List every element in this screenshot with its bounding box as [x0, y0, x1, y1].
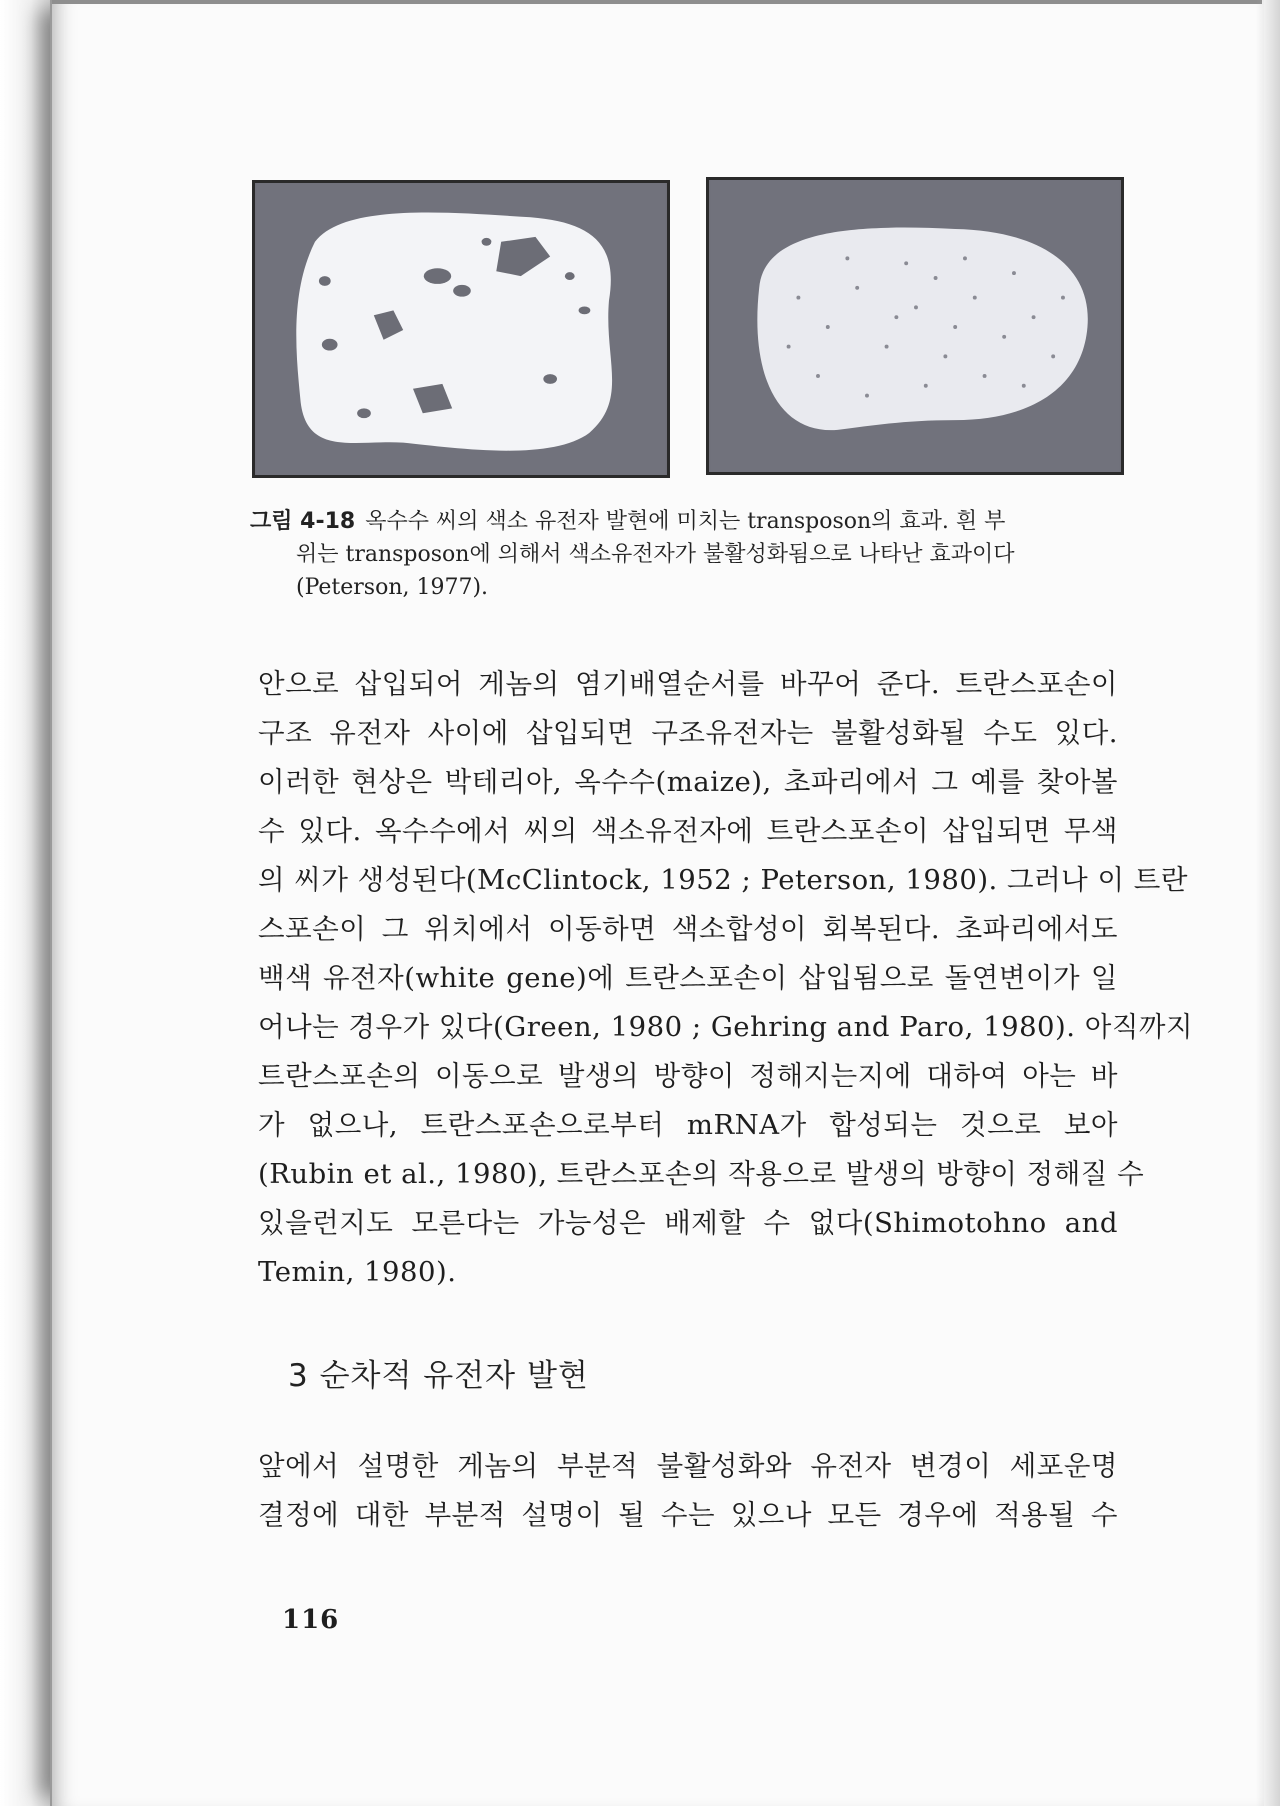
body-line: 트란스포손의 이동으로 발생의 방향이 정해지는지에 대하여 아는 바 — [258, 1060, 1118, 1092]
body-line: 구조 유전자 사이에 삽입되면 구조유전자는 불활성화될 수도 있다. — [258, 717, 1118, 749]
body-line: (Rubin et al., 1980), 트란스포손의 작용으로 발생의 방향이 정해질 수 — [258, 1158, 1145, 1190]
body-line: 안으로 삽입되어 게놈의 염기배열순서를 바꾸어 준다. 트란스포손이 — [258, 668, 1118, 700]
body-line: 가 없으나, 트란스포손으로부터 mRNA가 합성되는 것으로 보아 — [258, 1109, 1118, 1141]
caption-line-3: (Peterson, 1977). — [296, 575, 489, 600]
page-number: 116 — [282, 1605, 340, 1635]
next-line: 결정에 대한 부분적 설명이 될 수는 있으나 모든 경우에 적용될 수 — [258, 1499, 1118, 1531]
caption-line-2: 위는 transposon에 의해서 색소유전자가 불활성화됨으로 나타난 효과이다 — [296, 542, 1015, 567]
section-heading: 3 순차적 유전자 발현 — [288, 1358, 589, 1394]
body-line: 백색 유전자(white gene)에 트란스포손이 삽입됨으로 돌연변이가 일 — [258, 962, 1118, 994]
page-right-shadow — [1256, 0, 1280, 1806]
body-line: Temin, 1980). — [258, 1256, 457, 1288]
corn-kernel-photo-right — [706, 177, 1124, 475]
corn-kernel-photo-left — [252, 180, 670, 478]
speckled-kernel-illustration — [709, 180, 1121, 472]
body-line: 수 있다. 옥수수에서 씨의 색소유전자에 트란스포손이 삽입되면 무색 — [258, 815, 1118, 847]
page-edge — [52, 0, 1262, 4]
caption-line-1: 옥수수 씨의 색소 유전자 발현에 미치는 transposon의 효과. 흰 부 — [365, 509, 1006, 534]
body-paragraph — [258, 660, 1194, 1297]
body-line: 있을런지도 모른다는 가능성은 배제할 수 없다(Shimotohno and — [258, 1207, 1118, 1239]
book-spine — [0, 0, 52, 1806]
body-line: 어나는 경우가 있다(Green, 1980 ; Gehring and Paro, 1980). 아직까지 — [258, 1011, 1194, 1043]
body-line: 이러한 현상은 박테리아, 옥수수(maize), 초파리에서 그 예를 찾아볼 — [258, 766, 1118, 798]
figure-label: 그림 4-18 — [250, 509, 356, 534]
body-line: 스포손이 그 위치에서 이동하면 색소합성이 회복된다. 초파리에서도 — [258, 913, 1118, 945]
next-paragraph — [258, 1442, 1118, 1540]
next-line: 앞에서 설명한 게놈의 부분적 불활성화와 유전자 변경이 세포운명 — [258, 1450, 1118, 1482]
body-line: 의 씨가 생성된다(McClintock, 1952 ; Peterson, 1980). 그러나 이 트란 — [258, 864, 1188, 896]
spotted-kernel-illustration — [255, 183, 667, 475]
figure-caption — [250, 505, 1120, 604]
